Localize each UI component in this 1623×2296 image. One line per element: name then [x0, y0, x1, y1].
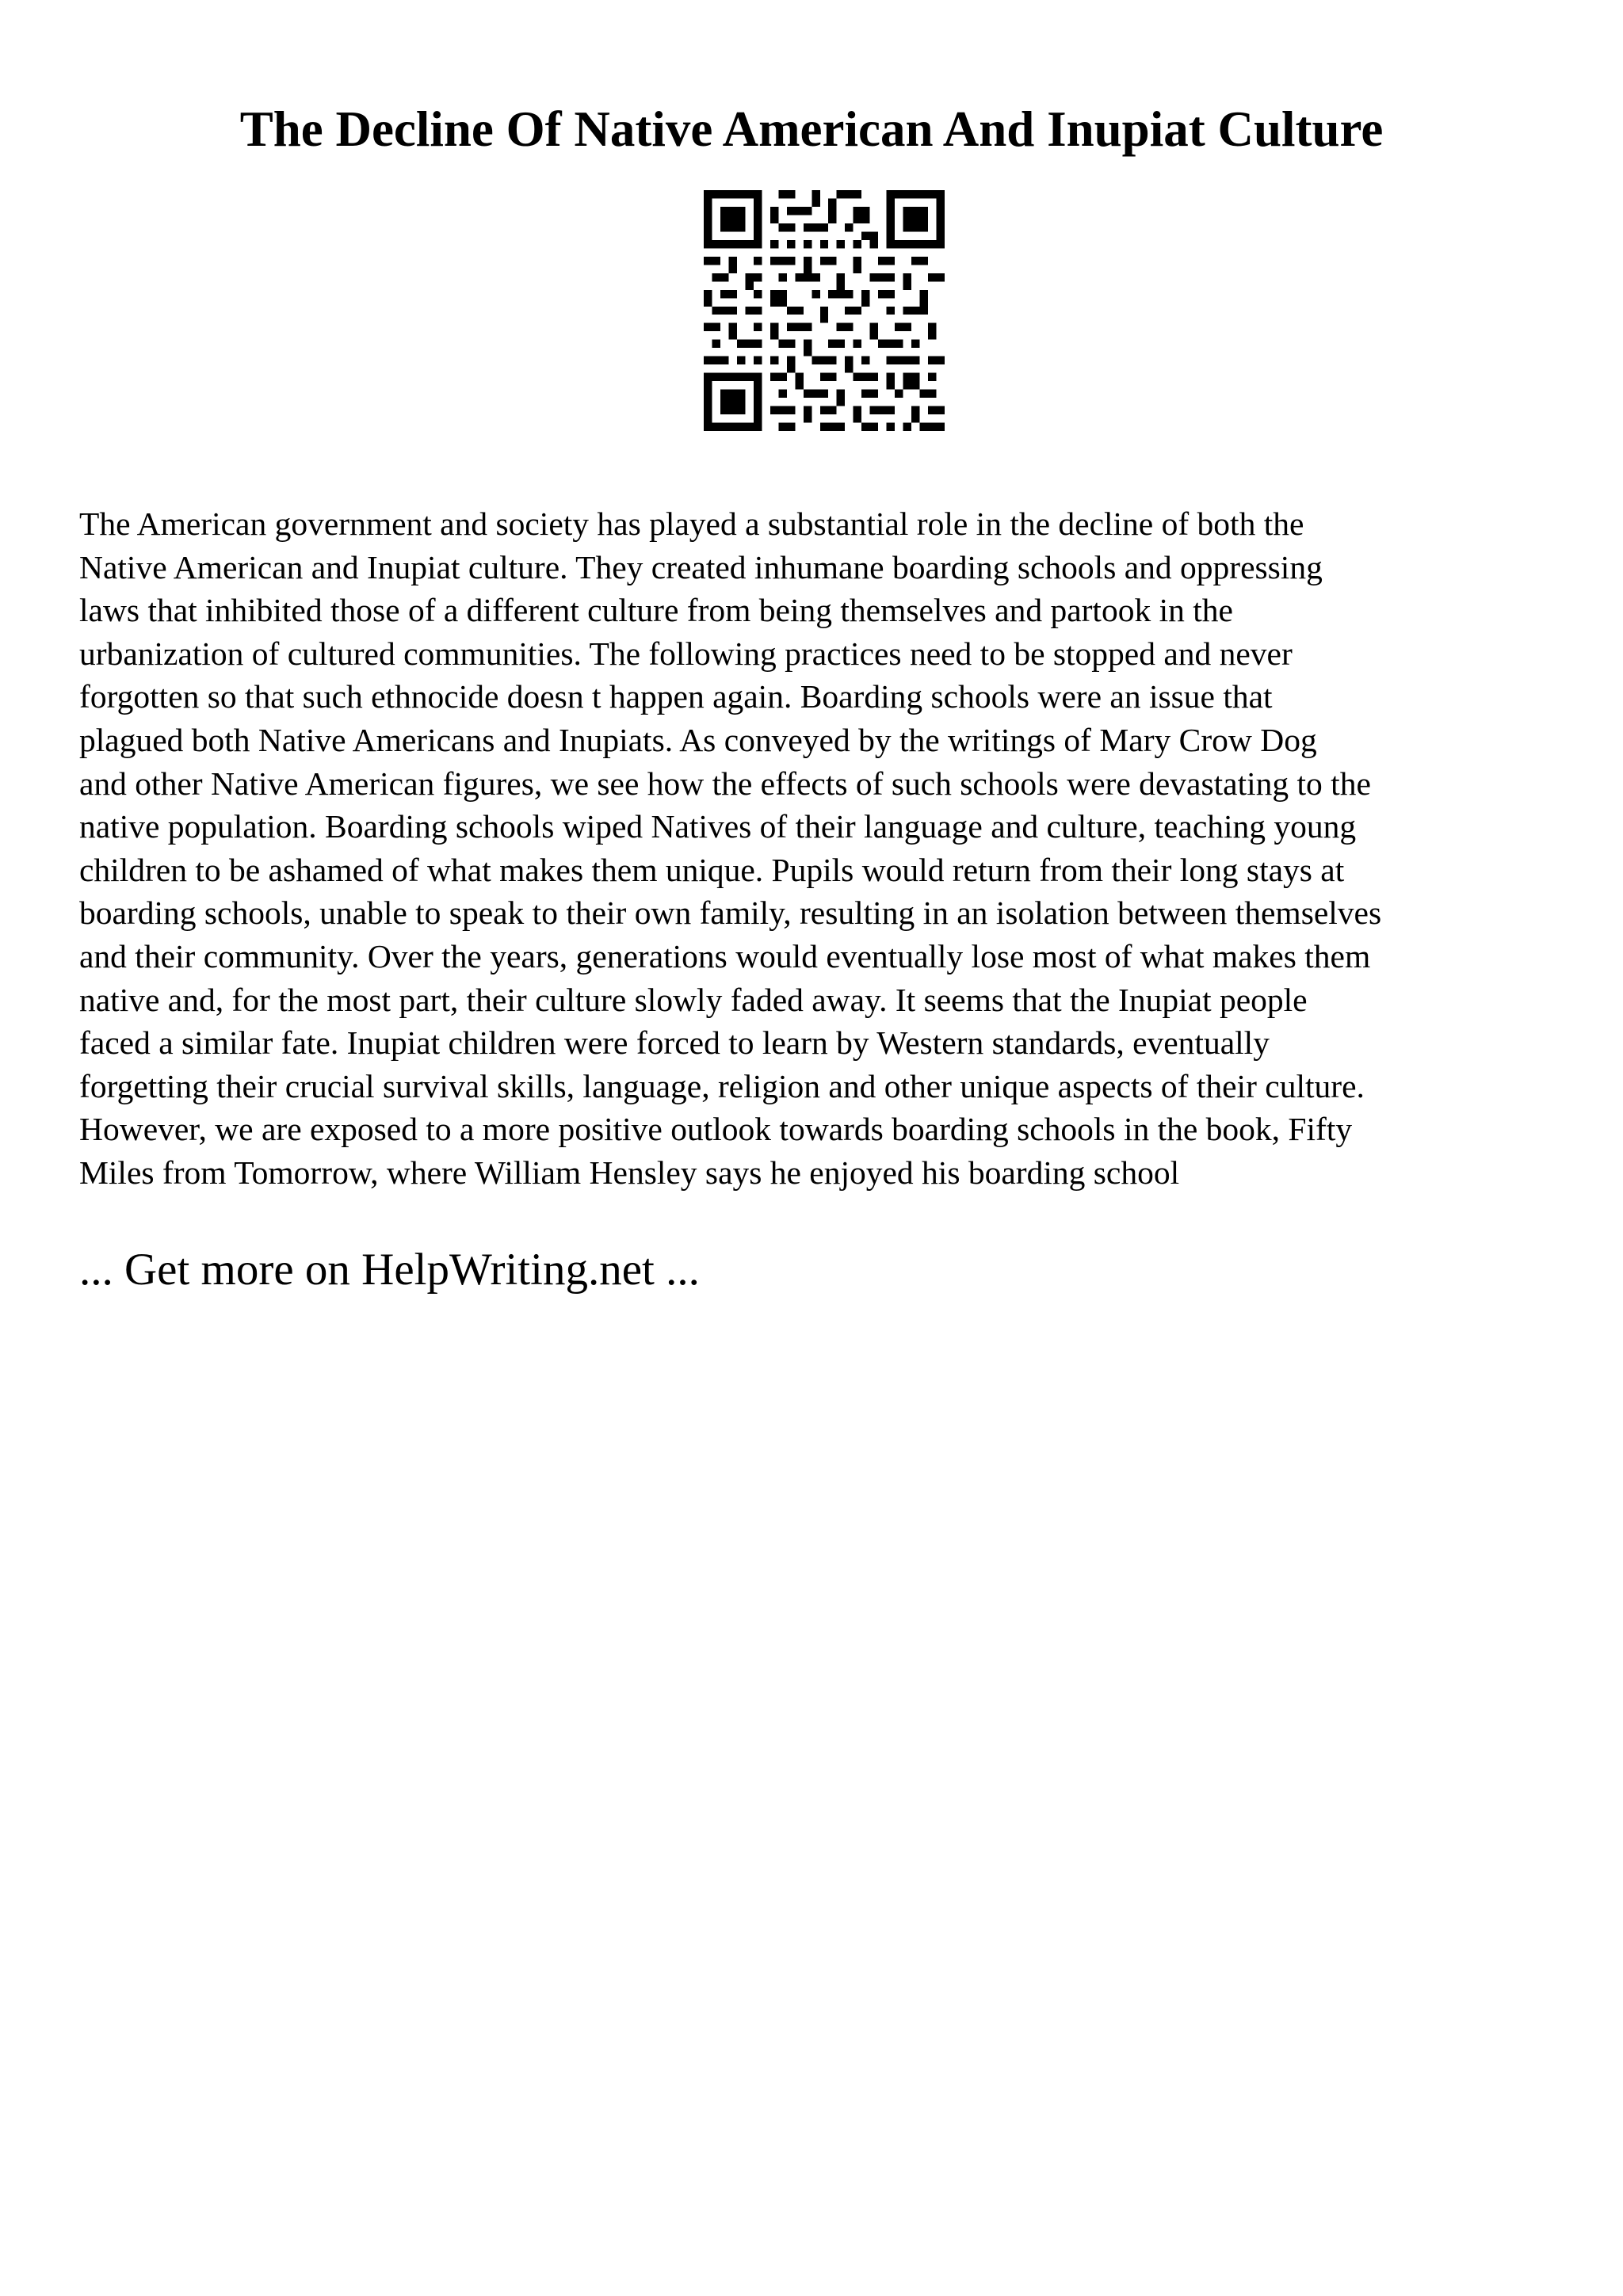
essay-body-text: The American government and society has played a substantial role in the decline of both the Native American and Inupiat culture. They created inhumane boarding schools and oppressing laws that inhibited those of a different culture from being themselves and partook in the urbanization of cultured communities. The following practices need to be stopped and never forgotten so that such ethnocide doesn t happen again. Boarding schools were an issue that plagued both Native Americans and Inupiats. As conveyed by the writings of Mary Crow Dog and other Native American figures, we see how the effects of such schools were devastating to the native population. Boarding schools wiped Natives of their language and culture, teaching young children to be ashamed of what makes them unique. Pupils would return from their long stays at boarding schools, unable to speak to their own family, resulting in an isolation between themselves and their community. Over the years, generations would eventually lose most of what makes them native and, for the most part, their culture slowly faded away. It seems that the Inupiat people faced a similar fate. Inupiat children were forced to learn by Western standards, eventually forgetting their crucial survival skills, language, religion and other unique aspects of their culture. However, we are exposed to a more positive outlook towards boarding schools in the book, Fifty Miles from Tomorrow, where William Hensley says he enjoyed his boarding school [79, 505, 1382, 1191]
get-more-link[interactable]: ... Get more on HelpWriting.net ... [79, 1245, 700, 1295]
qr-code-icon[interactable] [704, 190, 945, 431]
page-title: The Decline Of Native American And Inupiat Culture [239, 101, 1384, 157]
